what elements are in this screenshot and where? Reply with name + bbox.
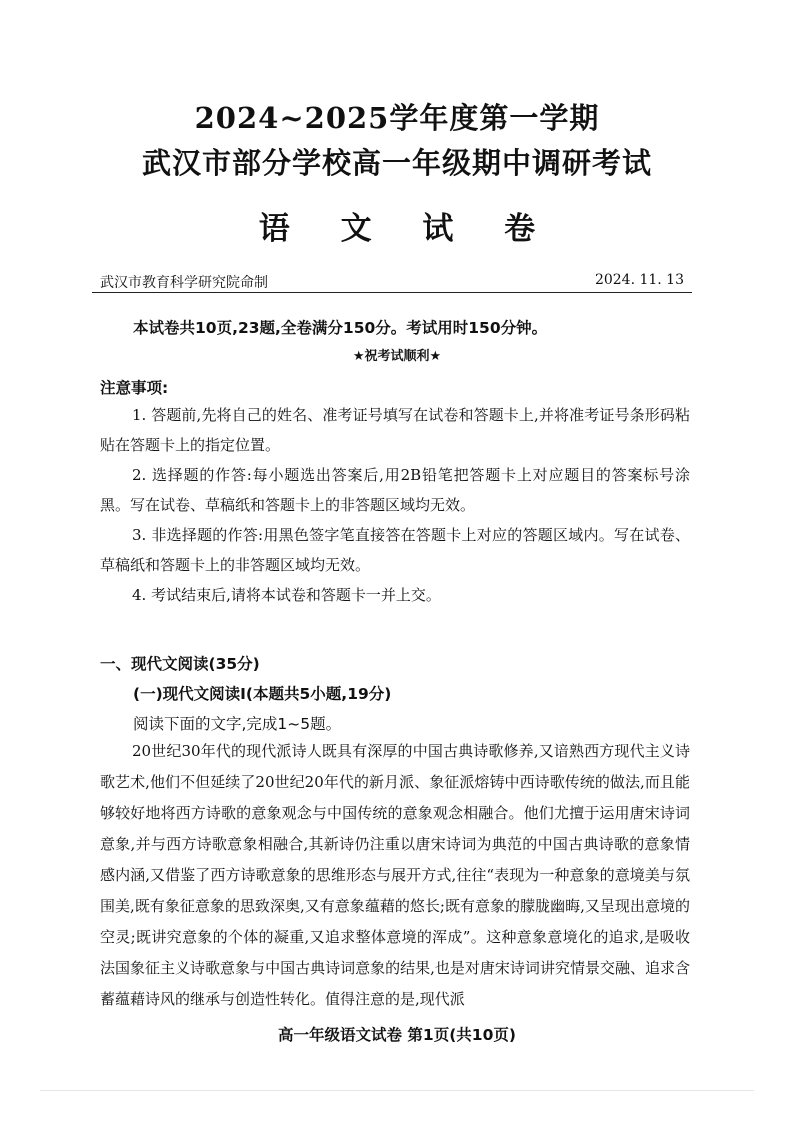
scan-edge <box>40 1090 754 1091</box>
reading-instruction: 阅读下面的文字,完成1~5题。 <box>133 715 342 733</box>
good-luck-banner: ★祝考试顺利★ <box>352 349 442 364</box>
publisher-label: 武汉市教育科学研究院命制 <box>100 275 268 291</box>
note-item: 4. 考试结束后,请将本试卷和答题卡一并上交。 <box>132 586 441 604</box>
section-title: 一、现代文阅读(35分) <box>100 655 260 673</box>
subsection-title: (一)现代文阅读Ⅰ(本题共5小题,19分) <box>133 685 392 703</box>
exam-date: 2024. 11. 13 <box>594 272 684 288</box>
header-divider <box>92 292 692 293</box>
page-footer: 高一年级语文试卷 第1页(共10页) <box>278 1026 516 1044</box>
meta-row <box>100 272 684 292</box>
note-item: 3. 非选择题的作答:用黑色签字笔直接答在答题卡上对应的答题区域内。写在试卷、草稿纸和答题卡上的非答题区域均无效。 <box>100 526 690 574</box>
note-item: 2. 选择题的作答:每小题选出答案后,用2B铅笔把答题卡上对应题目的答案标号涂黑。写在试卷、草稿纸和答题卡上的非答题区域均无效。 <box>100 466 690 514</box>
exam-info: 本试卷共10页,23题,全卷满分150分。考试用时150分钟。 <box>133 319 548 337</box>
reading-passage: 20世纪30年代的现代派诗人既具有深厚的中国古典诗歌修养,又谙熟西方现代主义诗歌艺术,他们不但延续了20世纪20年代的新月派、象征派熔铸中西诗歌传统的做法,而且能够较好地将西方诗歌的意象观念与中国传统的意象观念相融合。他们尤擅于运用唐宋诗词意象,并与西方诗歌意象相融合,其新诗仍注重以唐宋诗词为典范的中国古典诗歌的意象情感内涵,又借鉴了西方诗歌意象的思维形态与展开方式,往往“表现为一种意象的意境美与氛围美,既有象征意象的思致深奥,又有意象蕴藉的悠长;既有意象的朦胧幽晦,又呈现出意境的空灵;既讲究意象的个体的凝重,又追求整体意境的浑成”。这种意象意境化的追求,是吸收法国象征主义诗歌意象与中国古典诗词意象的结果,也是对唐宋诗词讲究情景交融、追求含蓄蕴藉诗风的继承与创造性转化。值得注意的是,现代派 <box>100 742 690 1008</box>
subject-title: 语 文 试 卷 <box>258 211 556 247</box>
school-year-title: 2024~2025学年度第一学期 <box>194 101 600 135</box>
exam-title: 武汉市部分学校高一年级期中调研考试 <box>141 146 652 180</box>
note-item: 1. 答题前,先将自己的姓名、准考证号填写在试卷和答题卡上,并将准考证号条形码粘贴在答题卡上的指定位置。 <box>100 406 690 454</box>
notes-title: 注意事项: <box>100 379 169 397</box>
